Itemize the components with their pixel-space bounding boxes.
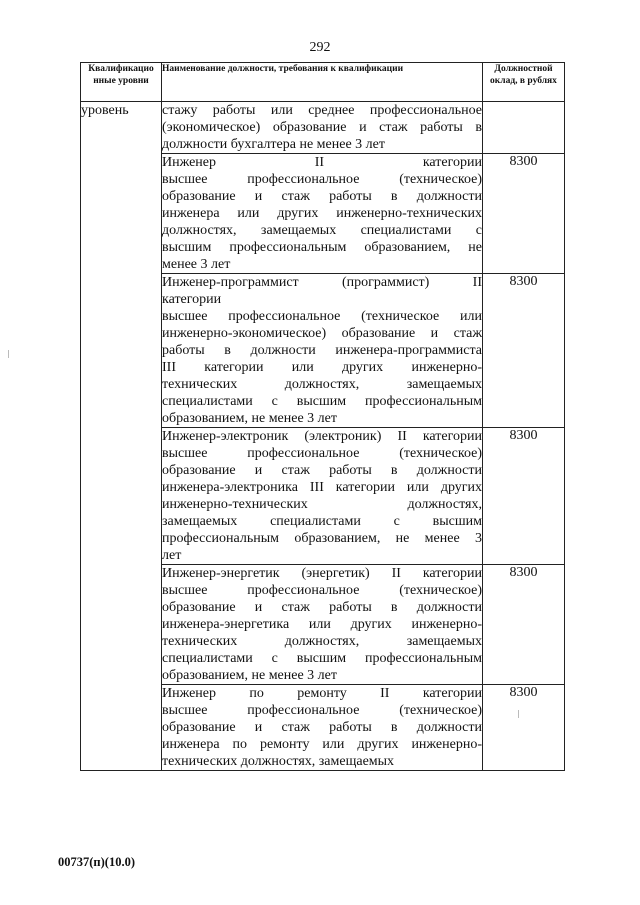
description-line: категории (162, 292, 222, 307)
description-line: высшее профессиональное (техническое или (162, 309, 482, 324)
position-description-cell (162, 274, 483, 428)
table-row (81, 102, 565, 154)
description-line: образованием, не менее 3 лет (162, 411, 337, 426)
description-line: инженера по ремонту или других инженерно- (162, 737, 482, 752)
qualification-table (80, 62, 565, 771)
position-description-cell (162, 428, 483, 565)
salary-cell: 8300 (483, 565, 565, 685)
description-line: инженерно-технических должностях, (162, 497, 482, 512)
position-description-cell (162, 685, 483, 771)
description-line: инженера-энергетика или других инженерно- (162, 617, 482, 632)
page-number: 292 (309, 40, 331, 55)
description-line: образование и стаж работы в должности (162, 600, 482, 615)
description-line: образование и стаж работы в должности (162, 463, 482, 478)
description-line: технических должностях, замещаемых (162, 634, 482, 649)
header-col3-line: оклад, в рублях (490, 76, 557, 86)
qualification-level-cell: уровень (81, 102, 162, 771)
description-line: Инженер-электроник (электроник) II категории (162, 429, 482, 444)
description-line: должности бухгалтера не менее 3 лет (162, 137, 385, 152)
description-line: менее 3 лет (162, 257, 231, 272)
description-line: работы в должности инженера-программиста (162, 343, 482, 358)
description-line: замещаемых специалистами с высшим (162, 514, 482, 529)
description-line: технических должностях, замещаемых (162, 754, 395, 769)
scan-mark (8, 350, 9, 358)
description-line: высшее профессиональное (техническое) (162, 703, 482, 718)
description-line: высшее профессиональное (техническое) (162, 446, 482, 461)
description-line: высшим профессиональным образованием, не (162, 240, 482, 255)
description-line: специалистами с высшим профессиональным (162, 394, 482, 409)
header-qualification-levels (81, 63, 162, 102)
header-position-requirements: Наименование должности, требования к квалификации (162, 63, 483, 102)
header-col1-line: Квалификацио (88, 64, 154, 74)
position-description-cell (162, 154, 483, 274)
position-description-cell (162, 102, 483, 154)
salary-cell (483, 102, 565, 154)
description-line: Инженер-энергетик (энергетик) II категории (162, 566, 482, 581)
description-line: профессиональным образованием, не менее 3 (162, 531, 482, 546)
description-line: Инженер-программист (программист) II (162, 275, 482, 290)
description-line: специалистами с высшим профессиональным (162, 651, 482, 666)
scan-mark (518, 710, 519, 718)
description-line: стажу работы или среднее профессиональное (162, 103, 482, 118)
description-line: Инженер по ремонту II категории (162, 686, 482, 701)
salary-cell: 8300 (483, 428, 565, 565)
description-line: инженера или других инженерно-технических (162, 206, 482, 221)
salary-cell: 8300 (483, 274, 565, 428)
description-line: должностях, замещаемых специалистами с (162, 223, 482, 238)
description-line: технических должностях, замещаемых (162, 377, 482, 392)
description-line: (экономическое) образование и стаж работы в (162, 120, 482, 135)
description-line: высшее профессиональное (техническое) (162, 583, 482, 598)
description-line: инженера-электроника III категории или других (162, 480, 482, 495)
description-line: инженерно-экономическое) образование и стаж (162, 326, 482, 341)
salary-cell: 8300 (483, 154, 565, 274)
description-line: образование и стаж работы в должности (162, 720, 482, 735)
document-code: 00737(п)(10.0) (58, 855, 135, 869)
description-line: образование и стаж работы в должности (162, 189, 482, 204)
salary-cell: 8300 (483, 685, 565, 771)
position-description-cell (162, 565, 483, 685)
header-col1-line: нные уровни (93, 76, 149, 86)
description-line: лет (162, 548, 182, 563)
description-line: высшее профессиональное (техническое) (162, 172, 482, 187)
description-line: III категории или других инженерно- (162, 360, 482, 375)
table-header-row (81, 63, 565, 102)
description-line: Инженер II категории (162, 155, 482, 170)
description-line: образованием, не менее 3 лет (162, 668, 337, 683)
header-col3-line: Должностной (494, 64, 553, 74)
header-salary (483, 63, 565, 102)
